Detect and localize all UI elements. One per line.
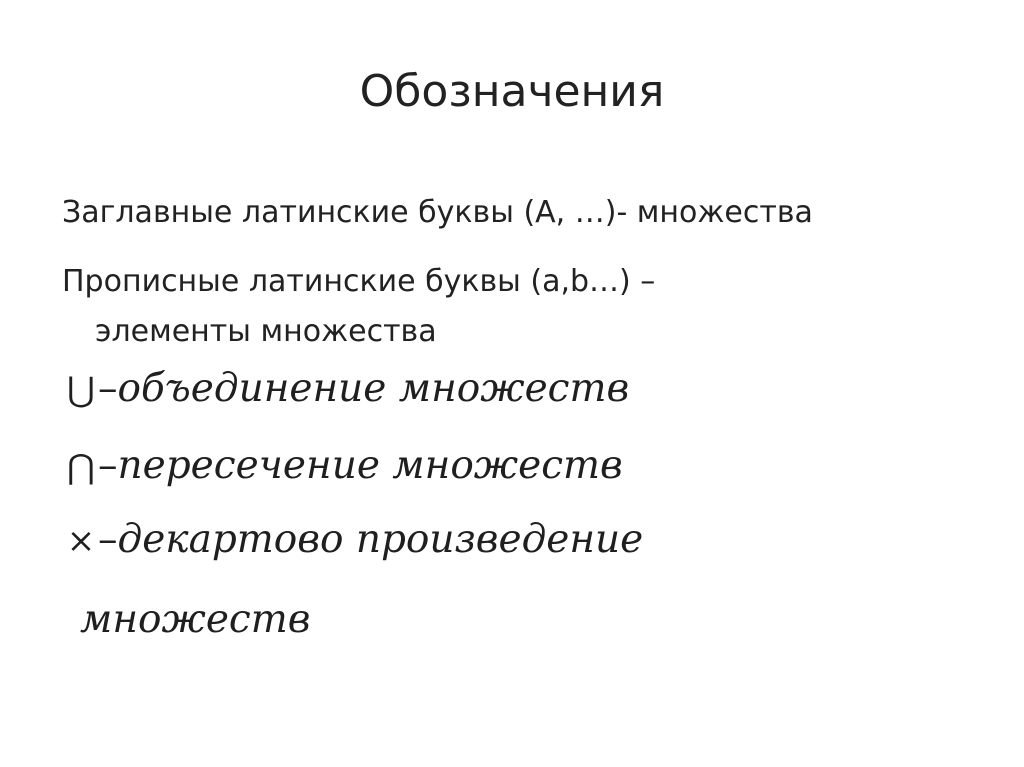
product-continuation-text: множеств	[80, 597, 311, 642]
product-dash: –	[98, 517, 118, 562]
lowercase-letters-line: Прописные латинские буквы (a,b…) –	[62, 264, 656, 299]
intersection-text: пересечение множеств	[117, 443, 623, 488]
union-symbol: ⋃	[67, 370, 95, 410]
uppercase-letters-line: Заглавные латинские буквы (A, …)- множества	[62, 195, 813, 230]
cartesian-product-continuation	[80, 595, 310, 645]
cartesian-product-formula	[64, 515, 643, 566]
slide-title: Обозначения	[359, 66, 665, 117]
union-formula	[64, 364, 629, 415]
union-text: объединение множеств	[117, 366, 630, 411]
union-dash: –	[98, 366, 118, 411]
lowercase-letters-continuation: элементы множества	[95, 314, 437, 349]
intersection-dash: –	[98, 443, 118, 488]
intersection-formula	[64, 441, 623, 492]
intersection-symbol: ⋂	[67, 447, 95, 487]
times-symbol: ×	[66, 521, 96, 561]
product-text: декартово произведение	[117, 517, 644, 562]
